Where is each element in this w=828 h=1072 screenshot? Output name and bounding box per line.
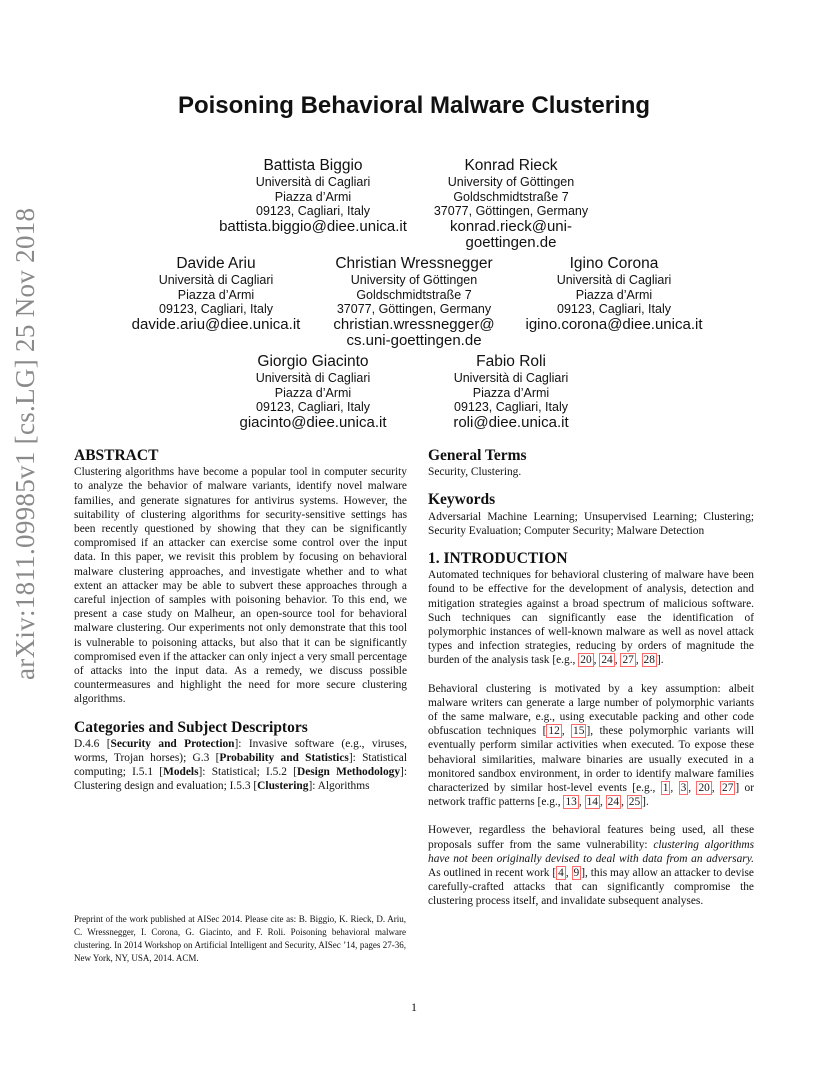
citation-group: 20 , 24 , 27 , 28 bbox=[580, 654, 655, 667]
author-city: 09123, Cagliari, Italy bbox=[557, 302, 671, 316]
category-name: Security and Protection bbox=[110, 737, 235, 750]
citation-link[interactable]: 3 bbox=[680, 782, 687, 795]
author-block bbox=[420, 352, 602, 431]
text-span: D.4.6 [ bbox=[74, 737, 111, 750]
text-span: Automated techniques for behavioral clustering of malware have been found to be effective for the development of analysis, detection and mitigation strategies against a broad spectrum of malicious software. Such techniques can significantly ease the identification of polymorphic instances of well-known malware as well as novel attack types and infection strategies, reducing by orders of magnitude the burden of the analysis task [e.g., bbox=[428, 569, 754, 667]
text-span: ], these polymorphic variants will eventually perform similar activities when executed. To expose these behavioral similarities, malware binaries are usually executed in a monitored sandbox environment, in order to identify malware families characterized by similar host-level events [e.g., bbox=[428, 725, 754, 795]
citation-link[interactable]: 28 bbox=[643, 654, 655, 667]
author-email[interactable]: giacinto@diee.unica.it bbox=[239, 413, 387, 431]
author-affiliation: Università di Cagliari bbox=[255, 371, 371, 385]
abstract-heading: ABSTRACT bbox=[74, 447, 159, 464]
citation-link[interactable]: 20 bbox=[698, 782, 710, 795]
author-city: 37077, Göttingen, Germany bbox=[433, 204, 589, 218]
author-name: Igino Corona bbox=[569, 255, 659, 272]
text-span: ] or network traffic patterns [e.g., bbox=[428, 782, 754, 809]
citation-group: 4 , 9 bbox=[558, 867, 580, 880]
abstract-text: Clustering algorithms have become a popular tool in computer security to analyze the behavior of malware variants, identify novel malware families, and generate signatures for antivirus systems. However, the suitability of clustering algorithms for security-sensitive settings has been recently questioned by showing that they can be significantly compromised if an attacker can exercise some control over the input data. In this paper, we revisit this problem by focusing on behavioral malware clustering approaches, and investigate whether and to what extent an attacker may be able to subvert these approaches through a careful injection of samples with poisoning behavior. To this end, we present a case study on Malheur, an open-source tool for behavioral malware clustering. Our experiments not only demonstrate that this tool is vulnerable to poisoning attacks, but also that it can be significantly compromised even if the attacker can only inject a very small percentage of attacks into the input data. As a remedy, we discuss possible countermeasures and highlight the need for more secure clustering algorithms. bbox=[74, 466, 407, 706]
author-email[interactable]: battista.biggio@diee.unica.it bbox=[219, 217, 407, 235]
author-block bbox=[318, 254, 510, 349]
author-email[interactable]: davide.ariu@diee.unica.it bbox=[131, 315, 301, 333]
text-span: ]: Invasive software (e.g., viruses, worms, Trojan horses); G.3 [ bbox=[74, 737, 408, 765]
citation-link[interactable]: 15 bbox=[573, 725, 585, 738]
citation-link[interactable]: 14 bbox=[586, 796, 598, 809]
author-address: Piazza d’Armi bbox=[274, 385, 352, 400]
author-block bbox=[218, 352, 408, 431]
author-city: 37077, Göttingen, Germany bbox=[336, 302, 492, 316]
preprint-footnote: Preprint of the work published at AISec 2014. Please cite as: B. Biggio, K. Rieck, D. Ariu, C. Wressnegger, I. Corona, G. Giacinto, and F. Roli. Poisoning behavioral malware clustering. In 2014 Workshop on Artificial Intelligent and Security, AISec ’14, pages 27-36, New York, NY, USA, 2014. ACM. bbox=[74, 914, 406, 963]
arxiv-identifier-stamp: arXiv:1811.09985v1 [cs.LG] 25 Nov 2018 bbox=[10, 207, 40, 680]
citation-link[interactable]: 25 bbox=[628, 796, 641, 809]
citation-link[interactable]: 4 bbox=[558, 867, 564, 880]
text-span: ]. bbox=[656, 654, 664, 667]
category-name: Design Methodology bbox=[296, 766, 401, 779]
citation-group: 12 , 15 bbox=[548, 725, 585, 738]
author-block bbox=[118, 254, 314, 333]
intro-paragraph-3 bbox=[428, 823, 754, 908]
text-span: ]. bbox=[642, 796, 649, 809]
author-email-continued[interactable]: goettingen.de bbox=[465, 233, 557, 251]
citation-link[interactable]: 24 bbox=[601, 654, 613, 667]
category-name: Probability and Statistics bbox=[219, 752, 349, 765]
keywords-heading: Keywords bbox=[428, 491, 496, 509]
author-email[interactable]: roli@diee.unica.it bbox=[453, 413, 569, 431]
author-city: 09123, Cagliari, Italy bbox=[256, 400, 370, 414]
author-affiliation: Università di Cagliari bbox=[453, 371, 569, 385]
intro-paragraph-1 bbox=[428, 568, 754, 667]
author-block bbox=[420, 156, 602, 251]
citation-link[interactable]: 13 bbox=[565, 796, 577, 809]
citation-link[interactable]: 9 bbox=[573, 867, 580, 880]
author-address: Piazza d’Armi bbox=[472, 385, 550, 400]
author-email[interactable]: konrad.rieck@uni- bbox=[450, 217, 572, 235]
author-city: 09123, Cagliari, Italy bbox=[256, 204, 370, 218]
author-email[interactable]: christian.wressnegger@ bbox=[333, 315, 495, 333]
citation-group: 13 , 14 , 24 , 25 bbox=[565, 796, 641, 809]
general-terms-text: Security, Clustering. bbox=[428, 466, 522, 479]
text-span: ]: Clustering design and evaluation; I.5.3 [ bbox=[74, 766, 408, 793]
page-number: 1 bbox=[411, 1000, 417, 1014]
text-span: However, regardless the behavioral features being used, all these proposals suffer from the same vulnerability: bbox=[428, 824, 754, 851]
author-city: 09123, Cagliari, Italy bbox=[159, 302, 273, 316]
text-span: ], this may allow an attacker to devise carefully-crafted attacks that can significantly compromise the clustering process itself, and invalidate subsequent analyses. bbox=[428, 867, 754, 908]
category-name: Models bbox=[163, 766, 199, 779]
author-block bbox=[514, 254, 714, 333]
general-terms-heading: General Terms bbox=[428, 447, 527, 464]
author-name: Giorgio Giacinto bbox=[257, 353, 369, 370]
intro-paragraph-2 bbox=[428, 682, 754, 810]
citation-link[interactable]: 12 bbox=[548, 725, 560, 738]
author-city: 09123, Cagliari, Italy bbox=[454, 400, 568, 414]
author-name: Christian Wressnegger bbox=[335, 255, 493, 272]
author-email-continued[interactable]: cs.uni-goettingen.de bbox=[346, 331, 482, 349]
text-span: ]: Statistical; I.5.2 [ bbox=[198, 766, 297, 779]
author-affiliation: Università di Cagliari bbox=[255, 175, 371, 189]
paper-title: Poisoning Behavioral Malware Clustering bbox=[177, 92, 651, 119]
author-address: Piazza d’Armi bbox=[177, 287, 255, 302]
categories-heading: Categories and Subject Descriptors bbox=[74, 718, 308, 736]
citation-link[interactable]: 20 bbox=[580, 654, 592, 667]
author-affiliation: University of Göttingen bbox=[447, 175, 575, 189]
author-affiliation: Università di Cagliari bbox=[556, 273, 672, 287]
left-column bbox=[74, 449, 407, 794]
text-span: As outlined in recent work [ bbox=[428, 867, 557, 880]
author-name: Fabio Roli bbox=[476, 353, 546, 370]
author-name: Konrad Rieck bbox=[464, 157, 558, 174]
author-name: Davide Ariu bbox=[176, 255, 256, 272]
citation-link[interactable]: 27 bbox=[722, 782, 734, 795]
author-affiliation: University of Göttingen bbox=[350, 273, 478, 287]
category-name: Clustering bbox=[257, 780, 309, 793]
keywords-text: Adversarial Machine Learning; Unsupervised Learning; Clustering; Security Evaluation; Computer Security; Malware Detection bbox=[428, 510, 754, 537]
introduction-heading: 1. INTRODUCTION bbox=[428, 550, 568, 568]
author-affiliation: Università di Cagliari bbox=[158, 273, 274, 287]
citation-group: 1 , 3 , 20 , 27 bbox=[662, 782, 734, 795]
text-span: ]: Algorithms bbox=[308, 780, 370, 793]
author-address: Goldschmidtstraße 7 bbox=[453, 189, 569, 204]
author-address: Piazza d’Armi bbox=[274, 189, 352, 204]
author-address: Goldschmidtstraße 7 bbox=[356, 287, 472, 302]
text-span: ]: Statistical computing; I.5.1 [ bbox=[74, 752, 407, 779]
citation-link[interactable]: 1 bbox=[662, 782, 669, 795]
categories-text bbox=[74, 737, 407, 794]
author-email[interactable]: igino.corona@diee.unica.it bbox=[525, 315, 703, 333]
author-address: Piazza d’Armi bbox=[575, 287, 653, 302]
right-column bbox=[428, 449, 754, 909]
author-block bbox=[213, 156, 413, 235]
emphasized-text: clustering algorithms have not been originally devised to deal with data from an adversary. bbox=[428, 838, 754, 865]
author-name: Battista Biggio bbox=[263, 157, 363, 174]
citation-link[interactable]: 27 bbox=[622, 654, 634, 667]
citation-link[interactable]: 24 bbox=[607, 796, 620, 809]
text-span: Behavioral clustering is motivated by a key assumption: albeit malware writers can generate a large number of polymorphic variants of the same malware, e.g., using executable packing and other code obfuscation techniques [ bbox=[428, 682, 754, 738]
